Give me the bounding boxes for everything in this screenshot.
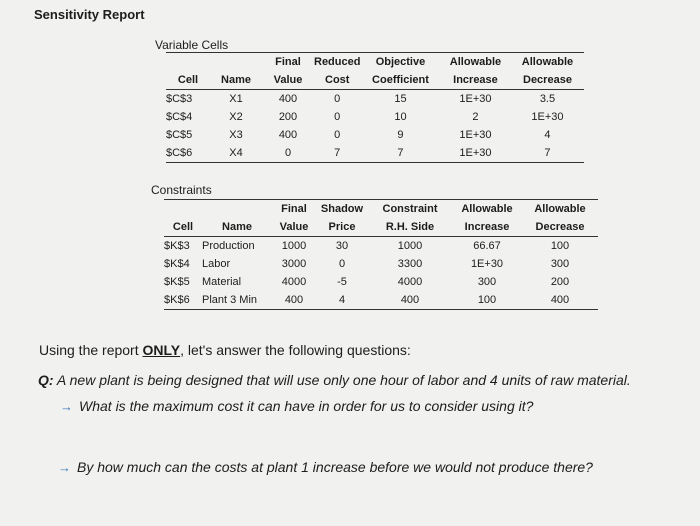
header-cell (166, 53, 210, 72)
question-main (38, 372, 631, 388)
table-cell: $C$4 (166, 111, 193, 123)
header-cell: Shadow (316, 200, 368, 219)
table-cell: $K$6 (164, 291, 202, 310)
table-cell: 2 (472, 111, 479, 123)
table-cell: 66.67 (473, 240, 501, 252)
table-cell: Plant 3 Min (202, 291, 272, 310)
header-cell: Cell (166, 71, 210, 90)
header-cell: Increase (452, 218, 522, 237)
table-cell: 1000 (281, 240, 307, 252)
table-cell: Production (202, 240, 255, 252)
header-cell: Value (272, 218, 316, 237)
header-cell: Price (316, 218, 368, 237)
table-cell: 1E+30 (531, 111, 564, 123)
header-cell: Decrease (510, 71, 584, 90)
table-cell: 400 (522, 291, 598, 310)
table-cell: 15 (394, 93, 407, 105)
table-row (164, 273, 598, 291)
header-cell: Allowable (440, 53, 510, 72)
sub-question-2-text: By how much can the costs at plant 1 increase before we would not produce there? (77, 459, 593, 475)
table-cell: 200 (278, 111, 298, 123)
table-cell: 0 (334, 93, 341, 105)
arrow-right-icon: → (60, 399, 73, 414)
table-cell: 1E+30 (470, 258, 504, 270)
table-cell: 400 (278, 93, 298, 105)
table-cell: 3300 (397, 258, 423, 270)
question-label: Q: (38, 372, 54, 388)
table-cell: Labor (202, 258, 231, 270)
arrow-right-icon: → (58, 460, 71, 475)
intro-text-end: , let's answer the following questions: (180, 342, 411, 358)
table-cell: 3.5 (539, 93, 556, 105)
header-cell: Allowable (522, 200, 598, 219)
table-cell: $C$3 (166, 93, 193, 105)
variable-header-row-top (166, 53, 584, 72)
table-cell: 4 (316, 291, 368, 310)
header-cell: Coefficient (360, 71, 440, 90)
table-cell: 0 (334, 129, 341, 141)
table-row (164, 291, 598, 310)
table-cell: $C$5 (166, 129, 193, 141)
table-cell: 1E+30 (440, 144, 510, 163)
table-cell: 4000 (397, 276, 423, 288)
header-cell: Cost (314, 71, 360, 90)
table-cell: 100 (550, 240, 570, 252)
table-cell: 0 (338, 258, 346, 270)
table-row (166, 90, 584, 109)
table-cell: 1E+30 (459, 93, 492, 105)
table-cell: 30 (335, 240, 349, 252)
header-cell: Cell (164, 218, 202, 237)
table-cell: 300 (477, 276, 497, 288)
header-cell: Increase (440, 71, 510, 90)
table-cell: 1E+30 (459, 129, 492, 141)
table-cell: 0 (262, 144, 314, 163)
header-cell: Reduced (314, 53, 360, 72)
table-cell: 9 (397, 129, 404, 141)
table-cell: X1 (229, 93, 243, 105)
table-cell: X4 (210, 144, 262, 163)
table-cell: $K$3 (164, 240, 190, 252)
table-cell: X3 (229, 129, 243, 141)
header-cell: R.H. Side (368, 218, 452, 237)
table-cell: 7 (510, 144, 584, 163)
header-cell: Constraint (368, 200, 452, 219)
header-cell (202, 200, 272, 219)
table-cell: 3000 (281, 258, 307, 270)
table-cell: 200 (550, 276, 570, 288)
table-cell: 400 (272, 291, 316, 310)
header-cell: Decrease (522, 218, 598, 237)
header-cell: Value (262, 71, 314, 90)
header-cell (210, 53, 262, 72)
variable-cells-title: Variable Cells (155, 38, 229, 52)
table-cell: -5 (337, 276, 347, 288)
table-cell: 400 (278, 129, 298, 141)
table-cell: 7 (360, 144, 440, 163)
table-cell: $K$4 (164, 258, 190, 270)
table-cell: $K$5 (164, 276, 190, 288)
constraints-title: Constraints (151, 183, 212, 197)
intro-emphasis: ONLY (142, 342, 181, 358)
sub-question-1 (60, 398, 533, 414)
table-row (166, 126, 584, 144)
header-cell (164, 200, 202, 219)
sub-question-1-text: What is the maximum cost it can have in order for us to consider using it? (79, 398, 534, 414)
constraints-header-row-top (164, 200, 598, 219)
table-cell: $C$6 (166, 144, 210, 163)
table-cell: 4000 (281, 276, 307, 288)
table-cell: 4 (544, 129, 551, 141)
variable-cells-table (166, 52, 584, 163)
questions-intro (39, 342, 411, 358)
header-cell: Name (202, 218, 272, 237)
table-cell: 10 (394, 111, 407, 123)
table-cell: 1000 (397, 240, 423, 252)
table-cell: X2 (229, 111, 243, 123)
table-row (166, 144, 584, 163)
header-cell: Final (272, 200, 316, 219)
sub-question-2 (58, 459, 593, 475)
constraints-header-row-bottom (164, 218, 598, 237)
header-cell: Allowable (510, 53, 584, 72)
intro-text: Using the report (39, 342, 143, 358)
variable-header-row-bottom (166, 71, 584, 90)
table-cell: 400 (368, 291, 452, 310)
table-cell: 100 (452, 291, 522, 310)
table-row (166, 108, 584, 126)
header-cell: Final (262, 53, 314, 72)
report-title: Sensitivity Report (34, 7, 145, 22)
constraints-table (164, 199, 598, 310)
table-cell: Material (202, 276, 242, 288)
header-cell: Name (210, 71, 262, 90)
question-text: A new plant is being designed that will use only one hour of labor and 4 units of raw material. (53, 372, 631, 388)
header-cell: Objective (360, 53, 440, 72)
header-cell: Allowable (452, 200, 522, 219)
table-row (164, 237, 598, 256)
table-cell: 0 (334, 111, 341, 123)
table-cell: 7 (314, 144, 360, 163)
table-cell: 300 (550, 258, 570, 270)
table-row (164, 255, 598, 273)
